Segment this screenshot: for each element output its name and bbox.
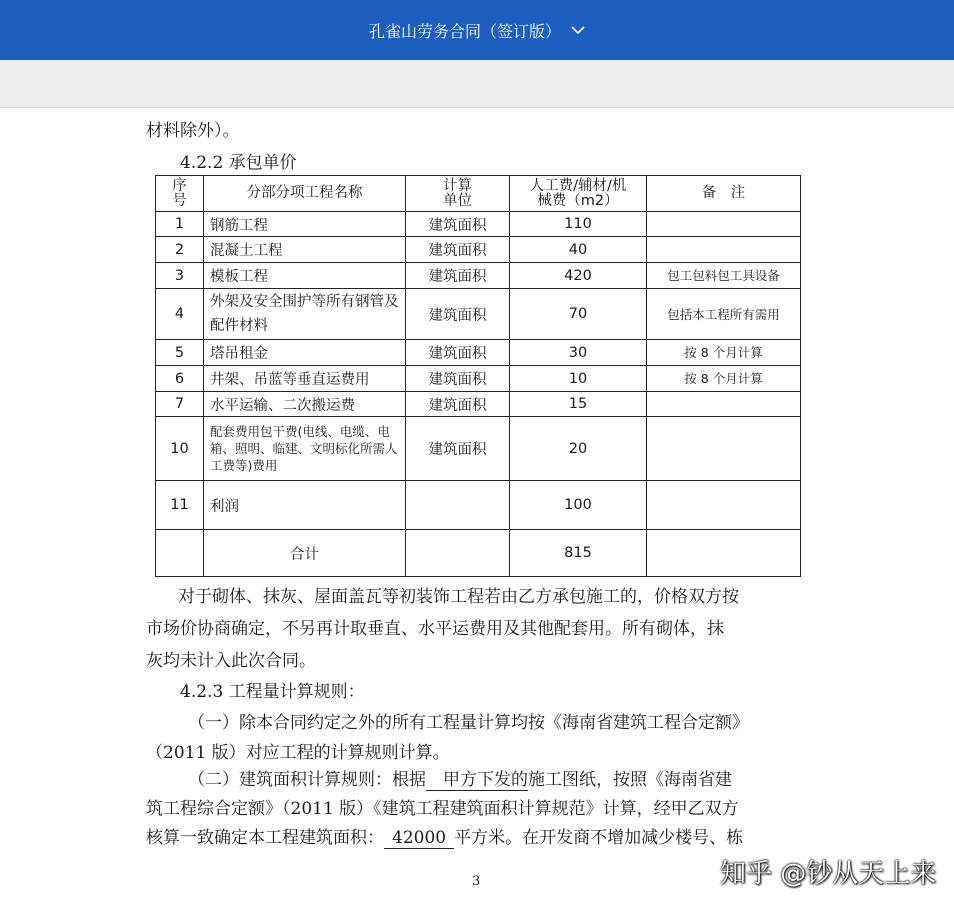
cell-unit: 建筑面积 [406, 263, 510, 289]
cell-total-label: 合计 [204, 530, 406, 577]
cell-fee: 10 [510, 366, 647, 392]
cell-fee: 420 [510, 263, 647, 289]
cell-unit [406, 530, 510, 577]
cell-unit [406, 481, 510, 530]
table-row [156, 212, 801, 237]
fill-in-blank: 42000 [384, 828, 454, 849]
document-title[interactable]: 孔雀山劳务合同（签订版） [368, 21, 561, 41]
table-row [156, 237, 801, 263]
cell-seq: 4 [156, 289, 204, 340]
cell-seq: 10 [156, 417, 204, 481]
chevron-down-icon[interactable] [571, 25, 585, 35]
cell-note: 包括本工程所有需用 [647, 289, 801, 340]
table-row [156, 417, 801, 481]
table-row [156, 481, 801, 530]
document-page [0, 108, 954, 921]
cell-fee: 110 [510, 212, 647, 237]
paragraph-line: （一）除本合同约定之外的所有工程量计算均按《海南省建筑工程合定额》 [188, 713, 749, 733]
table-row [156, 366, 801, 392]
paragraph-line: 灰均未计入此次合同。 [146, 651, 316, 671]
cell-item-name: 配套费用包干费(电线、电缆、电箱、照明、临建、文明标化所需人工费等)费用 [204, 417, 406, 481]
cell-note: 按 8 个月计算 [647, 340, 801, 366]
paragraph-line: 对于砌体、抹灰、屋面盖瓦等初装饰工程若由乙方承包施工的，价格双方按 [178, 587, 739, 607]
table-row [156, 392, 801, 417]
watermark: 知乎 @钞从天上来 [720, 859, 937, 889]
cell-seq: 6 [156, 366, 204, 392]
cell-item-name: 钢筋工程 [204, 212, 406, 237]
cell-note [647, 530, 801, 577]
paragraph-line [188, 765, 732, 791]
cell-unit: 建筑面积 [406, 392, 510, 417]
cell-item-name: 外架及安全围护等所有钢管及配件材料 [204, 289, 406, 340]
paragraph-line: 筑工程综合定额》（2011 版）《建筑工程建筑面积计算规范》计算，经甲乙双方 [146, 799, 739, 819]
text-line: 材料除外）。 [146, 121, 240, 141]
cell-note [647, 237, 801, 263]
cell-note: 包工包料包工具设备 [647, 263, 801, 289]
table-row [156, 289, 801, 340]
cell-seq: 1 [156, 212, 204, 237]
cell-item-name: 井架、吊蓝等垂直运费用 [204, 366, 406, 392]
cell-fee: 40 [510, 237, 647, 263]
cell-unit: 建筑面积 [406, 340, 510, 366]
cell-note [647, 417, 801, 481]
section-heading: 4.2.2 承包单价 [180, 153, 297, 173]
cell-total-value: 815 [510, 530, 647, 577]
cell-note: 按 8 个月计算 [647, 366, 801, 392]
document-title-bar [0, 0, 954, 60]
page-number: 3 [472, 874, 481, 889]
cell-unit: 建筑面积 [406, 237, 510, 263]
header-seq: 序 号 [156, 176, 204, 212]
cell-unit: 建筑面积 [406, 417, 510, 481]
cell-note [647, 481, 801, 530]
paragraph-line [146, 823, 743, 849]
header-fee: 人工费/辅材/机 械费（m2） [510, 176, 647, 212]
cell-unit: 建筑面积 [406, 366, 510, 392]
header-note: 备 注 [647, 176, 801, 212]
cell-fee: 15 [510, 392, 647, 417]
table-header-row [156, 176, 801, 212]
text: 施工图纸，按照《海南省建 [528, 770, 732, 790]
table-row [156, 340, 801, 366]
cell-seq: 11 [156, 481, 204, 530]
cell-seq: 2 [156, 237, 204, 263]
cell-unit: 建筑面积 [406, 289, 510, 340]
cell-fee: 30 [510, 340, 647, 366]
cell-fee: 70 [510, 289, 647, 340]
cell-item-name: 塔吊租金 [204, 340, 406, 366]
cell-note [647, 212, 801, 237]
cell-seq [156, 530, 204, 577]
cell-note [647, 392, 801, 417]
text: （二）建筑面积计算规则：根据 [188, 770, 426, 790]
table-row [156, 263, 801, 289]
unit-price-table [155, 175, 801, 577]
paragraph-line: （2011 版）对应工程的计算规则计算。 [146, 743, 450, 763]
paragraph-line: 市场价协商确定，不另再计取垂直、水平运费用及其他配套用。所有砌体，抹 [146, 619, 724, 639]
cell-fee: 20 [510, 417, 647, 481]
cell-fee: 100 [510, 481, 647, 530]
section-heading: 4.2.3 工程量计算规则： [180, 682, 365, 702]
header-unit: 计算 单位 [406, 176, 510, 212]
cell-item-name: 利润 [204, 481, 406, 530]
cell-unit: 建筑面积 [406, 212, 510, 237]
cell-item-name: 水平运输、二次搬运费 [204, 392, 406, 417]
cell-item-name: 模板工程 [204, 263, 406, 289]
table-total-row [156, 530, 801, 577]
text: 核算一致确定本工程建筑面积： [146, 828, 384, 848]
text: 平方米。在开发商不增加减少楼号、栋 [454, 828, 744, 848]
cell-seq: 3 [156, 263, 204, 289]
cell-seq: 5 [156, 340, 204, 366]
cell-seq: 7 [156, 392, 204, 417]
fill-in-blank: 甲方下发的 [426, 765, 528, 791]
toolbar [0, 60, 954, 108]
cell-item-name: 混凝土工程 [204, 237, 406, 263]
header-item-name: 分部分项工程名称 [204, 176, 406, 212]
